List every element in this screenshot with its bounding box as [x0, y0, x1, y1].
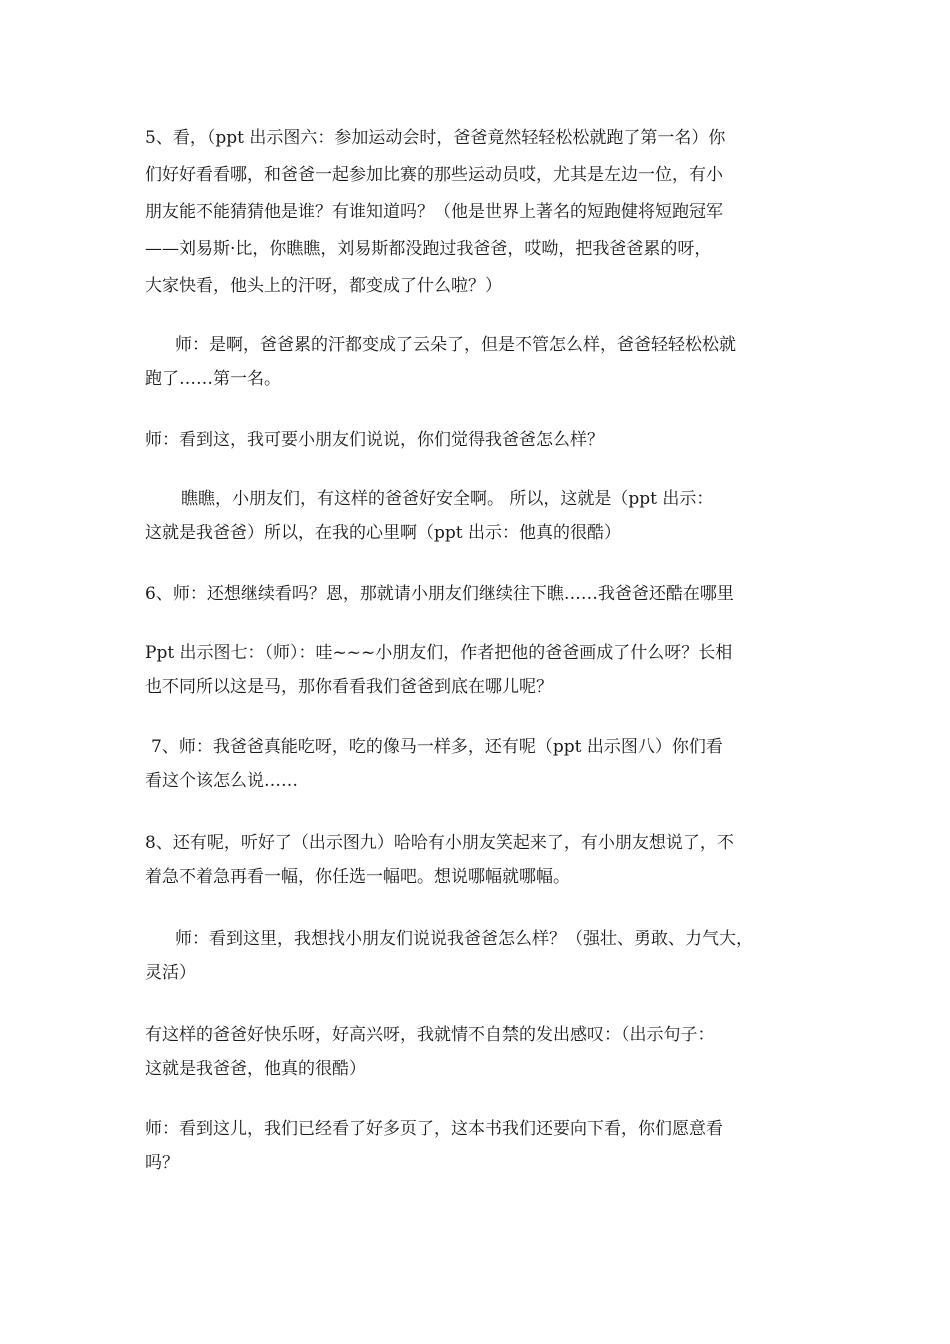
text-line: 这就是我爸爸，他真的很酷）: [145, 1059, 366, 1079]
paragraph-teacher-describe-dad: [145, 922, 815, 990]
paragraph-step-6: [145, 576, 815, 613]
text-line: 5、看，（ppt 出示图六：参加运动会时，爸爸竟然轻轻松松就跑了第一名）你: [145, 128, 726, 148]
text-line: 吗？: [145, 1153, 179, 1173]
paragraph-picture-seven: [145, 636, 815, 704]
paragraph-continue-reading: [145, 1112, 815, 1180]
text-line: 有这样的爸爸好快乐呀，好高兴呀，我就情不自禁的发出感叹：（出示句子：: [145, 1025, 715, 1045]
text-line: 师：看到这，我可要小朋友们说说，你们觉得我爸爸怎么样？: [145, 430, 604, 450]
text-line: 朋友能不能猜猜他是谁？有谁知道吗？（他是世界上著名的短跑健将短跑冠军: [145, 202, 723, 222]
text-line: 大家快看，他头上的汗呀，都变成了什么啦？）: [145, 276, 502, 296]
paragraph-happy-dad: [145, 1018, 815, 1086]
text-line: 们好好看看哪，和爸爸一起参加比赛的那些运动员哎，尤其是左边一位，有小: [145, 165, 723, 185]
text-line: 也不同所以这是马，那你看看我们爸爸到底在哪儿呢？: [145, 677, 553, 697]
paragraph-step-7: [145, 730, 815, 798]
text-line: 看这个该怎么说……: [145, 771, 298, 791]
text-line: 师：是啊，爸爸累的汗都变成了云朵了，但是不管怎么样，爸爸轻轻松松就: [175, 335, 736, 355]
text-line: 8、还有呢，听好了（出示图九）哈哈有小朋友笑起来了，有小朋友想说了，不: [145, 833, 734, 853]
text-line: 6、师：还想继续看吗？恩，那就请小朋友们继续往下瞧……我爸爸还酷在哪里: [145, 584, 734, 604]
text-line: 灵活）: [145, 963, 196, 983]
text-line: 这就是我爸爸）所以，在我的心里啊（ppt 出示：他真的很酷）: [145, 523, 621, 543]
paragraph-step-8: [145, 826, 815, 894]
text-line: 瞧瞧，小朋友们，有这样的爸爸好安全啊。 所以，这就是（ppt 出示：: [181, 489, 714, 509]
text-line: Ppt 出示图七：（师）：哇~~~小朋友们，作者把他的爸爸画成了什么呀？长相: [145, 643, 733, 663]
text-line: 7、师：我爸爸真能吃呀，吃的像马一样多，还有呢（ppt 出示图八）你们看: [151, 737, 723, 757]
paragraph-step-5: [145, 120, 815, 305]
text-line: 跑了……第一名。: [145, 369, 281, 389]
text-line: 师：看到这里，我想找小朋友们说说我爸爸怎么样？（强壮、勇敢、力气大，: [175, 929, 753, 949]
text-line: 师：看到这儿，我们已经看了好多页了，这本书我们还要向下看，你们愿意看: [145, 1119, 723, 1139]
text-line: ——刘易斯·比，你瞧瞧，刘易斯都没跑过我爸爸，哎呦，把我爸爸累的呀，: [145, 239, 712, 259]
text-line: 着急不着急再看一幅，你任选一幅吧。想说哪幅就哪幅。: [145, 867, 570, 887]
paragraph-safe-dad: [145, 482, 815, 550]
paragraph-teacher-question: [145, 422, 815, 459]
paragraph-teacher-first-place: [145, 328, 815, 396]
